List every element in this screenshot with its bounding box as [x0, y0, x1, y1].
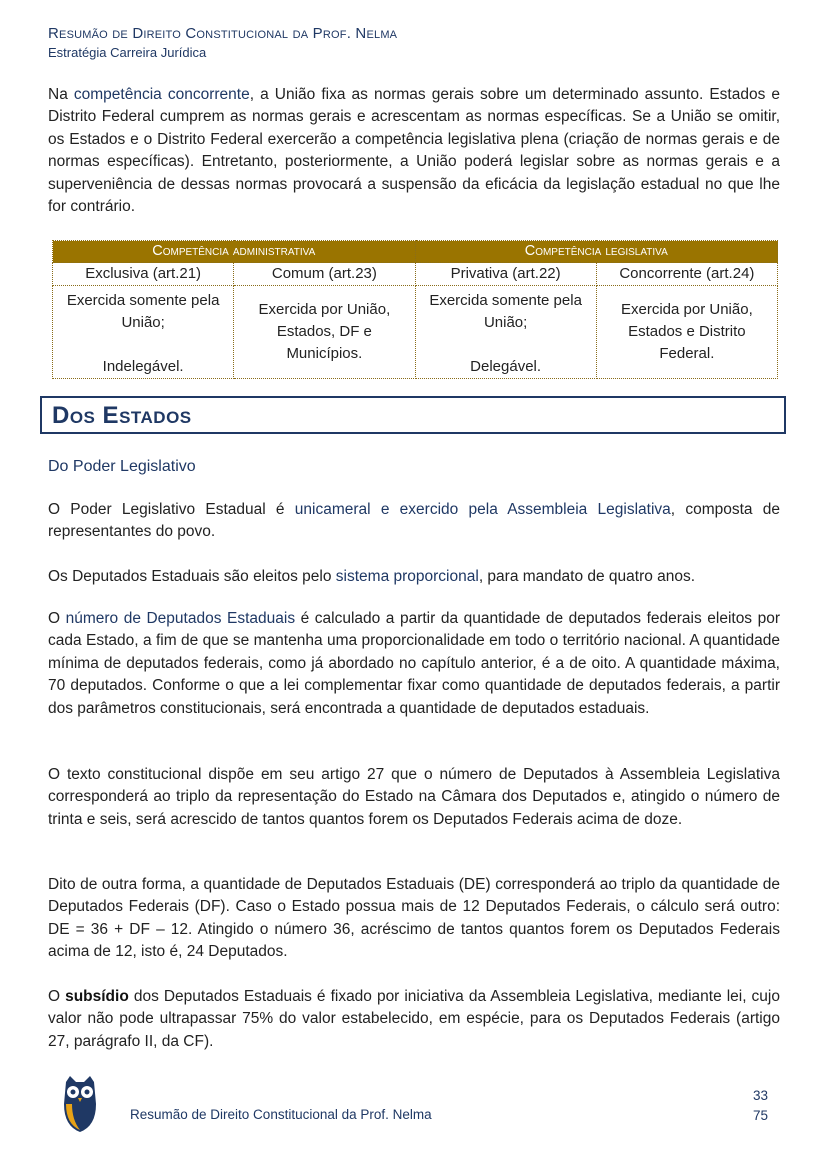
p1-text-2: , composta de representantes do povo.	[48, 501, 781, 541]
p3-text-1: O	[48, 610, 66, 627]
p2-text-2: , para mandato de quatro anos.	[478, 568, 696, 585]
section-heading-box	[40, 396, 786, 434]
subsection-heading: Do Poder Legislativo	[48, 458, 196, 475]
footer-text: Resumão de Direito Constitucional da Prof. Nelma	[130, 1107, 432, 1122]
intro-highlight: competência concorrente	[73, 86, 250, 103]
competence-table	[52, 240, 778, 379]
section-title: Dos Estados	[52, 402, 192, 429]
page-header	[48, 24, 397, 62]
p6-highlight: subsídio	[65, 988, 129, 1005]
col-exclusiva: Exclusiva (art.21)	[53, 263, 234, 286]
paragraph-subsidio	[48, 986, 780, 1053]
paragraph-numero	[48, 608, 780, 720]
owl-logo-icon	[60, 1074, 100, 1134]
header-subtitle: Estratégia Carreira Jurídica	[48, 45, 207, 60]
col-comum: Comum (art.23)	[234, 263, 415, 286]
paragraph-calculo: Dito de outra forma, a quantidade de Deputados Estaduais (DE) corresponderá ao triplo da quantidade de Deputados Federais (DF). Caso o Estado possua mais de 12 Deputados Federais, o cálculo será outro: DE = 36 + DF – 12. Atingido o número 36, acréscimo de tantos quantos forem os Deputados Federais acima de 12, isto é, 24 Deputados.	[48, 876, 780, 961]
paragraph-sistema	[48, 566, 780, 588]
cell-exclusiva-desc: Exercida somente pela União;	[66, 292, 220, 331]
cell-concorrente: Exercida por União, Estados e Distrito Federal.	[596, 286, 777, 379]
cell-exclusiva	[53, 286, 234, 379]
total-pages: 75	[752, 1108, 768, 1123]
group-admin-header: Competência administrativa	[53, 241, 416, 263]
cell-privativa	[415, 286, 596, 379]
p3-highlight: número de Deputados Estaduais	[65, 610, 296, 627]
p1-text-1: O Poder Legislativo Estadual é	[48, 501, 295, 518]
cell-privativa-note: Delegável.	[470, 358, 542, 375]
paragraph-artigo-27: O texto constitucional dispõe em seu artigo 27 que o número de Deputados à Assembleia Legislativa corresponderá ao triplo da representação do Estado na Câmara dos Deputados e, atingido o número de trinta e seis, será acrescido de tantos quantos forem os Deputados Federais acima de doze.	[48, 766, 780, 828]
p6-text-1: O	[48, 988, 66, 1005]
intro-paragraph	[48, 84, 780, 218]
p3-text-2: é calculado a partir da quantidade de deputados federais eleitos por cada Estado, a fim de que se mantenha uma proporcionalidade em todo o território nacional. A quantidade mínima de deputados federais, como já abordado no capítulo anterior, é a de oito. A quantidade máxima, 70 deputados. Conforme o que a lei complementar fixar como quantidade de deputados federais, a partir dos parâmetros constitucionais, será encontrada a quantidade de deputados estaduais.	[48, 610, 781, 717]
p1-highlight: unicameral e exercido pela Assembleia Legislativa	[294, 501, 671, 518]
intro-text-1: Na	[48, 86, 74, 103]
p2-text-1: Os Deputados Estaduais são eleitos pelo	[48, 568, 336, 585]
intro-text-2: , a União fixa as normas gerais sobre um determinado assunto. Estados e Distrito Federal cumprem as normas gerais e acrescentam as normas específicas. Se a União se omitir, os Estados e o Distrito Federal exercerão a competência legislativa plena (criação de normas gerais e de normas específicas). Entretanto, posteriormente, a União poderá legislar sobre as normas gerais e a superveniência de dessas normas provocará a suspensão da eficácia da legislação estadual no que lhe for contrário.	[48, 86, 781, 216]
cell-comum: Exercida por União, Estados, DF e Municípios.	[234, 286, 415, 379]
page-number	[744, 1086, 768, 1126]
p2-highlight: sistema proporcional	[335, 568, 479, 585]
cell-exclusiva-note: Indelegável.	[102, 358, 184, 375]
col-privativa: Privativa (art.22)	[415, 263, 596, 286]
current-page: 33	[752, 1088, 768, 1103]
group-legis-header: Competência legislativa	[415, 241, 778, 263]
header-title: Resumão de Direito Constitucional da Prof. Nelma	[48, 25, 398, 42]
col-concorrente: Concorrente (art.24)	[596, 263, 777, 286]
cell-privativa-desc: Exercida somente pela União;	[429, 292, 582, 331]
p6-text-2: dos Deputados Estaduais é fixado por iniciativa da Assembleia Legislativa, mediante lei, cujo valor não pode ultrapassar 75% do valor estabelecido, em espécie, para os Deputados Federais (artigo 27, parágrafo II, da CF).	[48, 988, 780, 1050]
paragraph-unicameral	[48, 499, 780, 544]
